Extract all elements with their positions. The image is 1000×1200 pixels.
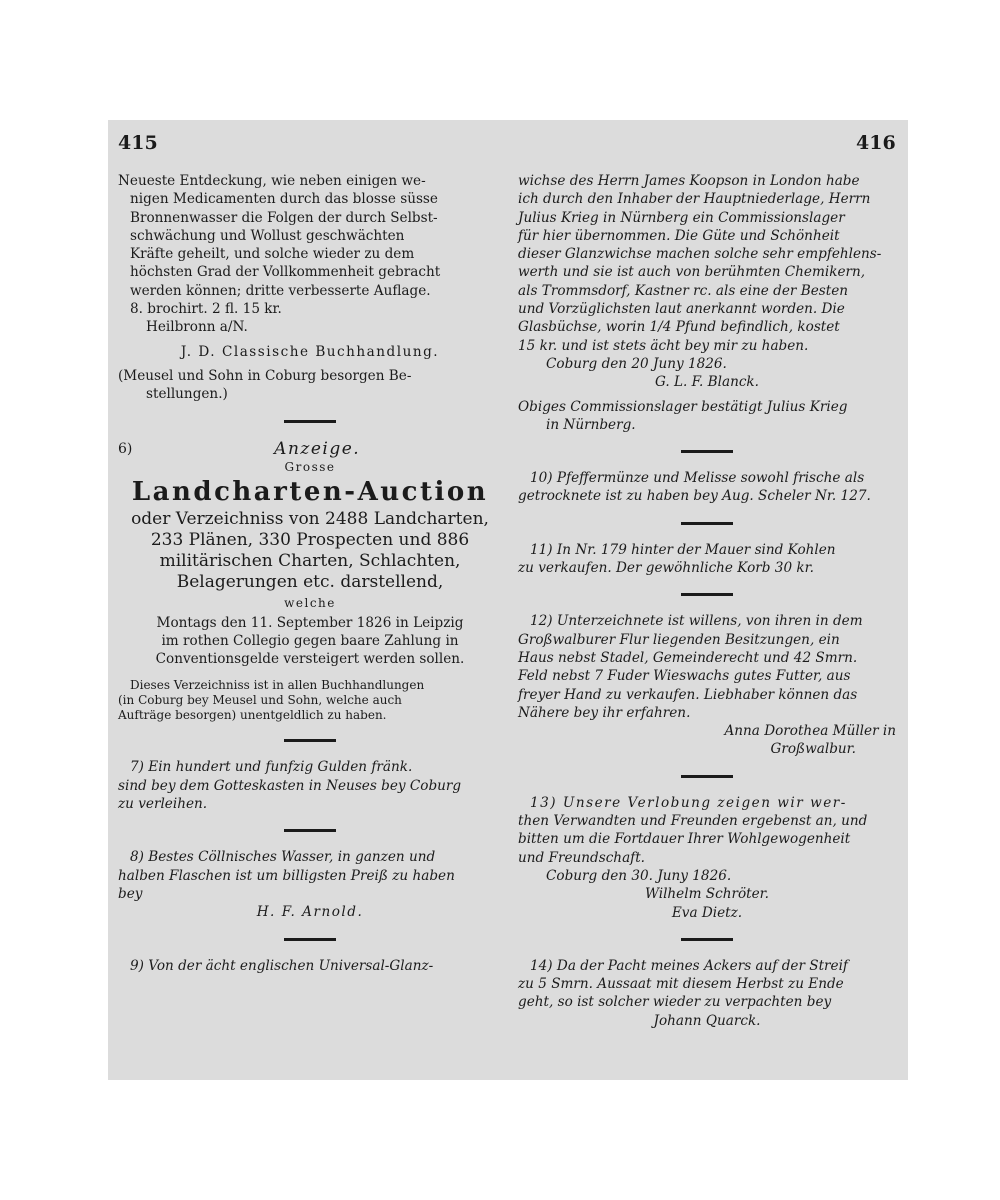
text-line: Obiges Commissionslager bestätigt Julius Krieg: [518, 398, 848, 415]
text-line: Neueste Entdeckung, wie neben einigen we-: [118, 173, 426, 189]
text-line: geht, so ist solcher wieder zu verpachten bey: [518, 994, 832, 1011]
text-line: sind bey dem Gotteskasten in Neuses bey Coburg: [118, 777, 462, 794]
ad-title: Landcharten-Auction: [131, 476, 489, 507]
page-number-left: 415: [118, 132, 158, 154]
text-line: und Vorzüglichsten laut anerkannt worden. Die: [518, 301, 845, 318]
text-line: zu verkaufen. Der gewöhnliche Korb 30 kr.: [518, 560, 814, 577]
ad-14-acker-pacht: [518, 957, 896, 1030]
ad-note-line: (in Coburg bey Meusel und Sohn, welche auch: [118, 693, 402, 708]
text-line: 8. brochirt. 2 fl. 15 kr.: [130, 301, 282, 318]
ad-date: Coburg den 30. Juny 1826.: [546, 867, 732, 884]
section-divider: [681, 775, 733, 778]
ad-9-start: [118, 957, 502, 975]
ad-note-line: Dieses Verzeichniss ist in allen Buchhandlungen: [130, 678, 425, 693]
ad-neueste-entdeckung: [118, 172, 502, 404]
text-line: halben Flaschen ist um billigsten Preiß zu haben: [118, 867, 455, 884]
text-line: Großwalburer Flur liegenden Besitzungen, ein: [518, 631, 840, 648]
text-line: höchsten Grad der Vollkommenheit gebracht: [130, 264, 441, 281]
text-line: und Freundschaft.: [518, 849, 645, 866]
ad-signature: Eva Dietz.: [671, 904, 743, 921]
ad-signature: Anna Dorothea Müller in: [724, 723, 896, 740]
ad-7-gulden: [118, 758, 502, 813]
text-line: Glasbüchse, worin 1/4 Pfund befindlich, kostet: [518, 319, 840, 336]
ad-10-pfeffermuenze: [518, 469, 896, 506]
text-line: Conventionsgelde versteigert werden sollen.: [155, 651, 465, 668]
text-line: 7) Ein hundert und funfzig Gulden fränk.: [130, 759, 413, 776]
ad-note-line: (Meusel und Sohn in Coburg besorgen Be-: [118, 367, 412, 384]
ad-8-coellnisches-wasser: [118, 848, 502, 921]
ad-number: 6): [118, 440, 133, 457]
section-divider: [284, 829, 336, 832]
right-column: [518, 172, 896, 1030]
ad-heading: [118, 439, 502, 460]
left-column: [118, 172, 502, 975]
text-line: 9) Von der ächt englischen Universal-Glanz-: [130, 957, 434, 974]
ad-11-kohlen: [518, 541, 896, 578]
ad-grosse: Grosse: [284, 459, 336, 474]
text-line: werden können; dritte verbesserte Auflage.: [130, 282, 431, 299]
text-line: ich durch den Inhaber der Hauptniederlage, Herrn: [518, 191, 871, 208]
ad-signature: G. L. F. Blanck.: [654, 374, 759, 391]
text-line: 14) Da der Pacht meines Ackers auf der Streif: [530, 957, 848, 974]
text-line: zu 5 Smrn. Aussaat mit diesem Herbst zu Ende: [518, 976, 844, 993]
text-line: militärischen Charten, Schlachten,: [159, 550, 461, 571]
text-line: 10) Pfeffermünze und Melisse sowohl frische als: [530, 470, 865, 487]
ad-place: Heilbronn a/N.: [146, 319, 248, 336]
section-divider: [681, 450, 733, 453]
text-line: schwächung und Wollust geschwächten: [130, 227, 405, 244]
ad-signature: Großwalbur.: [770, 741, 856, 758]
section-divider: [681, 522, 733, 525]
text-line: bitten um die Fortdauer Ihrer Wohlgewogenheit: [518, 831, 851, 848]
text-line: Belagerungen etc. darstellend,: [176, 571, 444, 592]
ad-9-glanzwichse: [518, 172, 896, 434]
text-line: 12) Unterzeichnete ist willens, von ihren in dem: [530, 613, 863, 630]
page-number-right: 416: [856, 132, 896, 154]
ad-note-line: stellungen.): [146, 386, 228, 403]
text-line: 233 Plänen, 330 Prospecten und 886: [150, 529, 470, 550]
text-line: Kräfte geheilt, und solche wieder zu dem: [130, 246, 415, 263]
text-line: then Verwandten und Freunden ergebenst an, und: [518, 813, 868, 830]
text-line: nigen Medicamenten durch das blosse süsse: [130, 191, 438, 208]
text-line: im rothen Collegio gegen baare Zahlung in: [161, 632, 459, 649]
text-line: dieser Glanzwichse machen solche sehr empfehlens-: [518, 246, 882, 263]
text-line: als Trommsdorf, Kastner rc. als eine der Besten: [518, 282, 848, 299]
ad-signature: H. F. Arnold.: [256, 904, 364, 921]
text-line: bey: [118, 885, 143, 902]
text-line: 13) Unsere Verlobung zeigen wir wer-: [530, 794, 847, 811]
text-line: für hier übernommen. Die Güte und Schönheit: [518, 227, 840, 244]
section-divider: [681, 938, 733, 941]
ad-note-line: Aufträge besorgen) unentgeldlich zu haben.: [118, 708, 387, 723]
ad-anzeige: Anzeige.: [274, 438, 361, 459]
ad-12-haus-verkauf: [518, 612, 896, 758]
text-line: Haus nebst Stadel, Gemeinderecht und 42 Smrn.: [518, 649, 858, 666]
section-divider: [284, 420, 336, 423]
text-line: oder Verzeichniss von 2488 Landcharten,: [131, 508, 489, 529]
section-divider: [284, 739, 336, 742]
ad-6-landcharten-auction: [118, 439, 502, 724]
text-line: 15 kr. und ist stets ächt bey mir zu haben.: [518, 337, 809, 354]
text-line: freyer Hand zu verkaufen. Liebhaber können das: [518, 686, 858, 703]
text-line: zu verleihen.: [118, 796, 208, 813]
section-divider: [284, 938, 336, 941]
text-line: Bronnenwasser die Folgen der durch Selbst-: [130, 209, 438, 226]
text-line: getrocknete ist zu haben bey Aug. Scheler Nr. 127.: [518, 488, 871, 505]
ad-signature: Wilhelm Schröter.: [645, 886, 769, 903]
ad-13-verlobung: [518, 794, 896, 922]
section-divider: [681, 593, 733, 596]
text-line: 8) Bestes Cöllnisches Wasser, in ganzen und: [130, 849, 436, 866]
text-line: 11) In Nr. 179 hinter der Mauer sind Kohlen: [530, 541, 836, 558]
ad-date: Coburg den 20 Juny 1826.: [546, 355, 727, 372]
text-line: Nähere bey ihr erfahren.: [518, 704, 691, 721]
text-line: Julius Krieg in Nürnberg ein Commissionslager: [518, 209, 845, 226]
ad-seller: J. D. Classische Buchhandlung.: [180, 343, 440, 360]
text-line: Montags den 11. September 1826 in Leipzig: [156, 614, 464, 631]
ad-welche: welche: [284, 595, 336, 610]
ad-signature: Johann Quarck.: [653, 1012, 761, 1029]
text-line: Feld nebst 7 Fuder Wieswachs gutes Futter, aus: [518, 668, 851, 685]
text-line: wichse des Herrn James Koopson in London habe: [518, 173, 860, 189]
text-line: werth und sie ist auch von berühmten Chemikern,: [518, 264, 866, 281]
text-line: in Nürnberg.: [546, 416, 636, 433]
